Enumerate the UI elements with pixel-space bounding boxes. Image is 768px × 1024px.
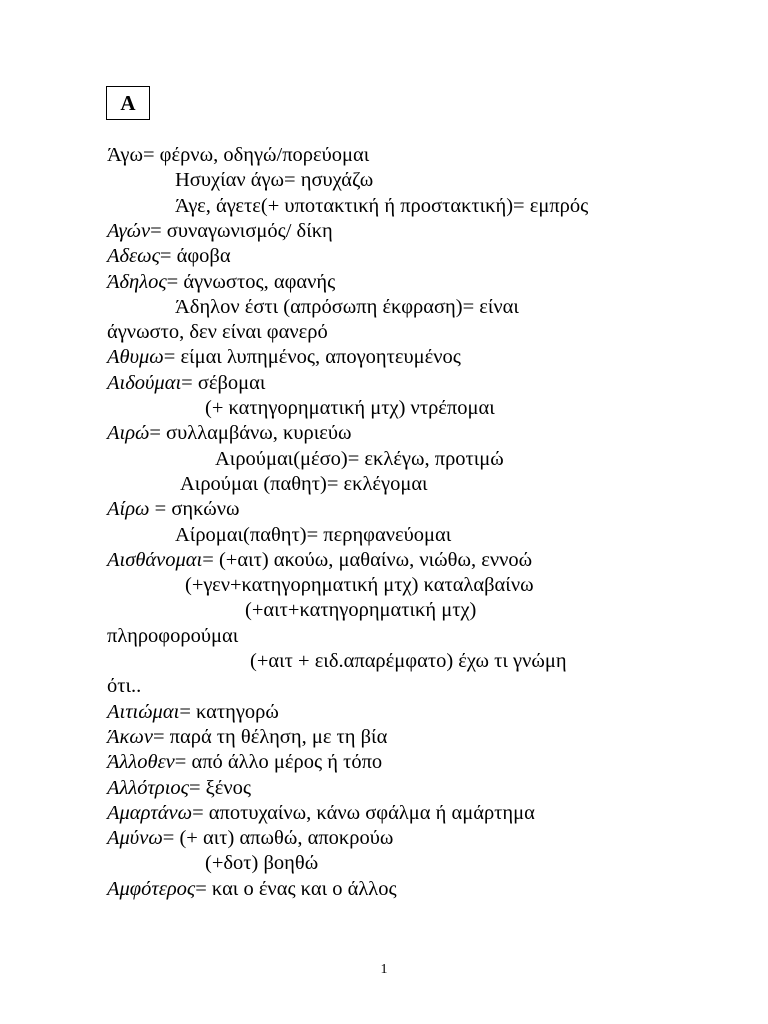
glossary-line <box>180 472 428 497</box>
glossary-line <box>107 320 328 345</box>
entry-definition: = κατηγορώ <box>179 700 279 723</box>
entry-definition: πληροφορούμαι <box>107 624 239 647</box>
entry-headword: Αθυμω <box>107 346 164 369</box>
glossary-line <box>107 801 535 826</box>
glossary-line <box>107 143 369 168</box>
entry-headword: Αιτιώμαι <box>107 700 180 723</box>
glossary-line <box>107 548 532 573</box>
entry-definition: = και ο ένας και ο άλλος <box>195 877 397 900</box>
entry-definition: Άγε, άγετε(+ υποτακτική ή προστακτική)= εμπρός <box>175 194 589 217</box>
glossary-line <box>107 371 265 396</box>
entry-definition: = συναγωνισμός/ δίκη <box>150 219 333 242</box>
entry-headword: Άδηλος <box>107 270 167 293</box>
glossary-line <box>185 573 534 598</box>
glossary-line <box>175 168 373 193</box>
glossary-line <box>107 877 397 902</box>
glossary-line <box>107 270 335 295</box>
glossary-line <box>107 700 279 725</box>
entry-definition: = ξένος <box>188 776 252 799</box>
entry-definition: Αιρούμαι (παθητ)= εκλέγομαι <box>180 472 428 495</box>
entry-headword: Αλλότριος <box>107 776 189 799</box>
glossary-line <box>107 725 387 750</box>
entry-definition: = παρά τη θέληση, με τη βία <box>152 725 388 748</box>
glossary-line <box>107 219 333 244</box>
entry-headword: Αισθάνομαι <box>107 548 203 571</box>
entry-definition: = άγνωστος, αφανής <box>166 270 336 293</box>
entry-definition: (+δοτ) βοηθώ <box>205 852 319 875</box>
entry-headword: Αγών <box>107 219 151 242</box>
entry-definition: (+ κατηγορηματική μτχ) ντρέπομαι <box>205 397 495 419</box>
entry-definition: = σηκώνω <box>149 498 240 521</box>
entry-headword: Αμαρτάνω <box>107 801 193 824</box>
entry-definition: Ησυχίαν άγω= ησυχάζω <box>175 169 374 192</box>
entry-definition: = αποτυχαίνω, κάνω σφάλμα ή αμάρτημα <box>192 801 535 824</box>
entry-definition: = είμαι λυπημένος, απογοητευμένος <box>163 346 461 369</box>
entry-headword: Αιρώ <box>107 422 150 445</box>
page-number: 1 <box>380 962 388 977</box>
glossary-line <box>107 776 251 801</box>
glossary-line <box>107 750 382 775</box>
entry-definition: = φέρνω, οδηγώ/πορεύομαι <box>142 144 370 166</box>
glossary-line <box>107 345 461 370</box>
glossary-line <box>205 396 495 421</box>
glossary-line <box>205 851 318 876</box>
entry-definition: = (+ αιτ) απωθώ, αποκρούω <box>162 827 394 850</box>
glossary-line <box>175 295 519 320</box>
entry-headword: Άκων <box>107 725 153 748</box>
entry-definition: = από άλλο μέρος ή τόπο <box>174 751 383 774</box>
section-letter: Α <box>120 90 136 115</box>
entry-headword: Αίρω <box>107 498 150 521</box>
glossary-line <box>107 421 352 446</box>
entry-headword: Άγω <box>107 144 143 166</box>
entry-definition: (+αιτ+κατηγορηματική μτχ) <box>245 599 477 622</box>
entry-headword: Αμφότερος <box>107 877 196 900</box>
glossary-line <box>215 447 504 472</box>
entry-definition: = σέβομαι <box>181 371 266 394</box>
glossary-line <box>175 194 588 219</box>
entry-definition: = συλλαμβάνω, κυριεύω <box>149 422 352 445</box>
entry-definition: ότι.. <box>107 675 142 698</box>
glossary-line <box>107 244 231 269</box>
glossary-line <box>250 649 567 674</box>
glossary-line <box>107 624 238 649</box>
glossary-line <box>175 523 451 548</box>
section-letter-box <box>106 86 150 120</box>
entry-headword: Άλλοθεν <box>107 751 175 774</box>
glossary-line <box>107 826 393 851</box>
glossary-line <box>107 497 240 522</box>
entry-definition: (+γεν+κατηγορηματική μτχ) καταλαβαίνω <box>185 574 534 597</box>
entry-definition: Αιρούμαι(μέσο)= εκλέγω, προτιμώ <box>215 447 504 470</box>
entry-definition: Αίρομαι(παθητ)= περηφανεύομαι <box>175 523 452 546</box>
entry-headword: Αμύνω <box>107 827 163 850</box>
entry-definition: Άδηλον έστι (απρόσωπη έκφραση)= είναι <box>175 295 519 318</box>
entry-definition: = άφοβα <box>159 245 231 268</box>
entry-headword: Αιδούμαι <box>107 371 182 394</box>
entry-headword: Αδεως <box>107 245 160 268</box>
glossary-line <box>107 674 141 699</box>
entry-definition: (+αιτ + ειδ.απαρέμφατο) έχω τι γνώμη <box>250 650 567 672</box>
glossary-line <box>245 598 476 623</box>
entry-definition: = (+αιτ) ακούω, μαθαίνω, νιώθω, εννοώ <box>202 548 533 571</box>
entry-definition: άγνωστο, δεν είναι φανερό <box>107 321 328 344</box>
